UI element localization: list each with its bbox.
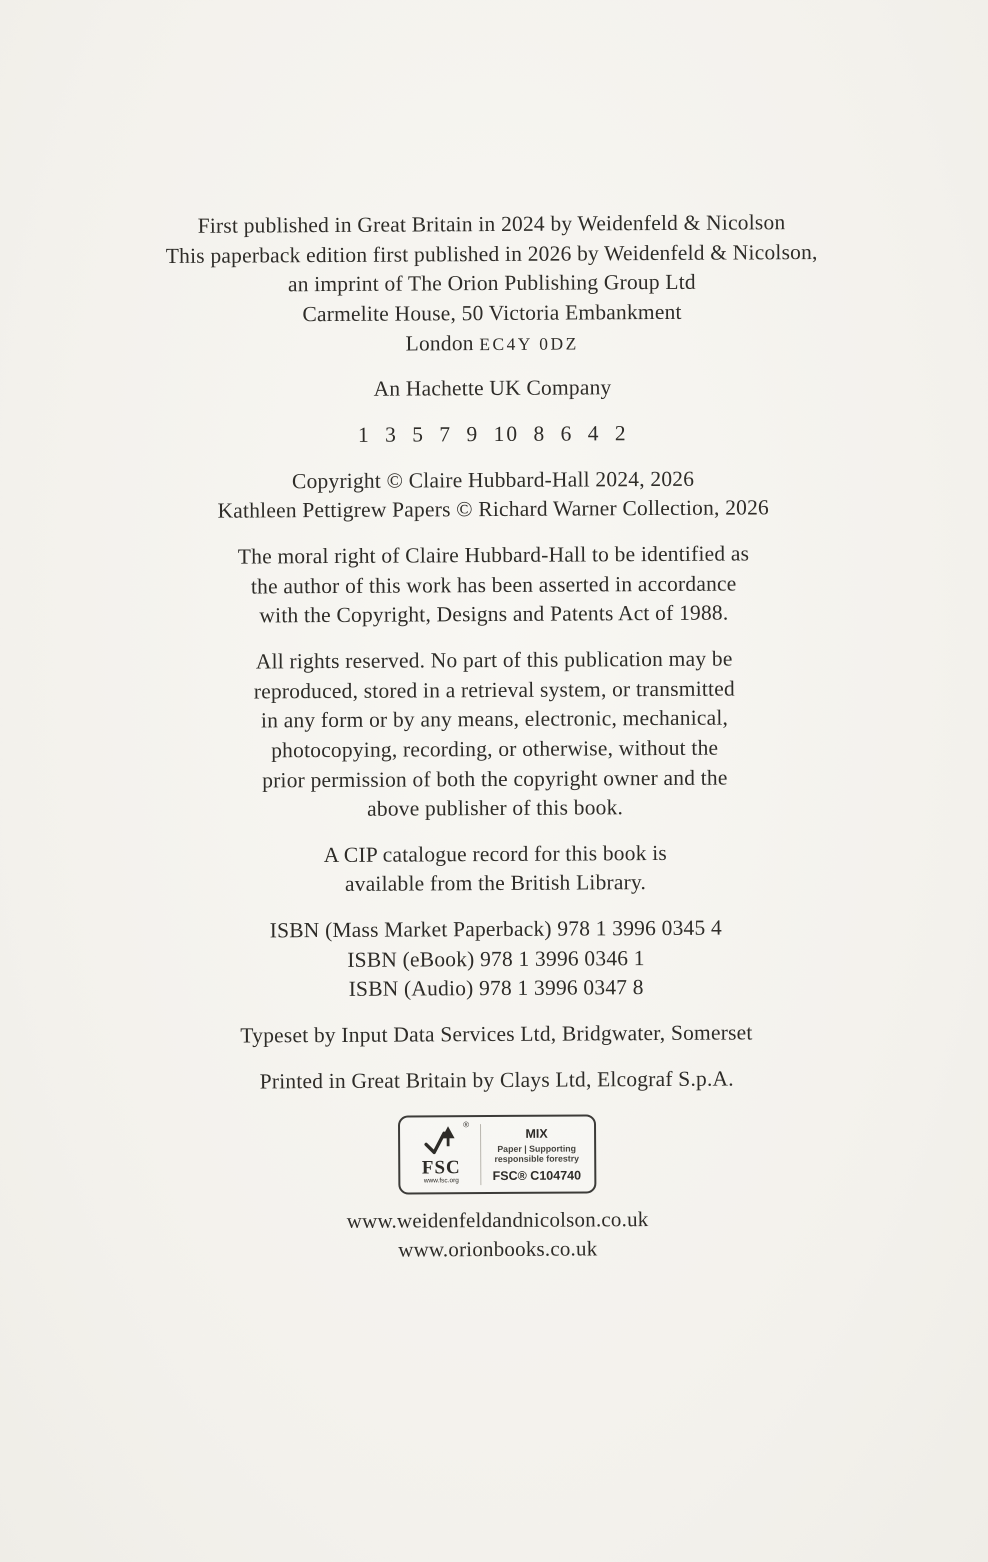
publication-line: an imprint of The Orion Publishing Group Ltd [287, 270, 696, 297]
fsc-certification-text [488, 1124, 585, 1185]
isbn-paperback-line: ISBN (Mass Market Paperback) 978 1 3996 0345 4 [269, 915, 723, 943]
fsc-code: FSC® C104740 [492, 1168, 582, 1183]
fsc-tree-icon [421, 1125, 461, 1159]
cip-line: A CIP catalogue record for this book is [323, 840, 668, 867]
printed-line: Printed in Great Britain by Clays Ltd, Elcograf S.p.A. [259, 1066, 734, 1094]
moral-right-line: the author of this work has been asserted in accordance [250, 571, 737, 599]
printed-block [3, 1063, 988, 1099]
copyright-line: Kathleen Pettigrew Papers © Richard Warner Collection, 2026 [217, 495, 770, 523]
moral-right-line: with the Copyright, Designs and Patents Act of 1988. [259, 600, 729, 628]
moral-right-line: The moral right of Claire Hubbard-Hall to be identified as [237, 541, 750, 569]
fsc-mix-label: MIX [525, 1126, 548, 1141]
cip-block [1, 837, 988, 902]
fsc-label [398, 1115, 596, 1195]
isbn-block [2, 912, 988, 1007]
company-block [0, 371, 987, 407]
rights-reserved-line: in any form or by any means, electronic, mechanical, [260, 705, 729, 733]
publication-line: First published in Great Britain in 2024 by Weidenfeld & Nicolson [197, 210, 786, 238]
publisher-website: www.orionbooks.co.uk [398, 1236, 598, 1262]
publisher-website: www.weidenfeldandnicolson.co.uk [346, 1206, 649, 1233]
publication-line: This paperback edition first published in 2026 by Weidenfeld & Nicolson, [165, 239, 818, 268]
publisher-address-line [0, 326, 986, 362]
print-run-line: 1 3 5 7 9 10 8 6 4 2 [357, 421, 628, 447]
rights-reserved-line: above publisher of this book. [367, 795, 624, 821]
fsc-logo [409, 1120, 473, 1186]
moral-right-block [0, 538, 988, 633]
publisher-city: London [405, 330, 474, 356]
copyright-block [0, 463, 987, 528]
fsc-divider [480, 1124, 481, 1185]
fsc-wordmark: FSC [421, 1157, 461, 1179]
fsc-desc-line: responsible forestry [494, 1153, 580, 1165]
fsc-url: www.fsc.org [423, 1177, 459, 1185]
rights-reserved-line: photocopying, recording, or otherwise, without the [271, 735, 719, 763]
websites-block [4, 1203, 988, 1267]
fsc-tree-mark [421, 1120, 470, 1159]
isbn-ebook-line: ISBN (eBook) 978 1 3996 0346 1 [347, 945, 645, 972]
publisher-postcode: EC4Y 0DZ [479, 333, 579, 354]
typeset-block [2, 1017, 988, 1053]
rights-reserved-line: prior permission of both the copyright owner and the [262, 765, 728, 792]
copyright-line: Copyright © Claire Hubbard-Hall 2024, 2026 [291, 466, 695, 493]
print-run-block [0, 417, 987, 453]
publication-block [0, 207, 986, 361]
typeset-line: Typeset by Input Data Services Ltd, Bridgwater, Somerset [240, 1020, 753, 1048]
cip-line: available from the British Library. [344, 870, 647, 897]
publication-line: Carmelite House, 50 Victoria Embankment [302, 299, 682, 327]
registered-mark: ® [463, 1120, 470, 1130]
rights-reserved-line: reproduced, stored in a retrieval system, or transmitted [253, 676, 735, 703]
isbn-audio-line: ISBN (Audio) 978 1 3996 0347 8 [348, 975, 644, 1002]
rights-reserved-line: All rights reserved. No part of this publication may be [255, 646, 733, 674]
fsc-desc-line: Paper | Supporting [497, 1143, 577, 1154]
rights-reserved-block [0, 643, 988, 827]
hachette-company-line: An Hachette UK Company [373, 375, 612, 402]
